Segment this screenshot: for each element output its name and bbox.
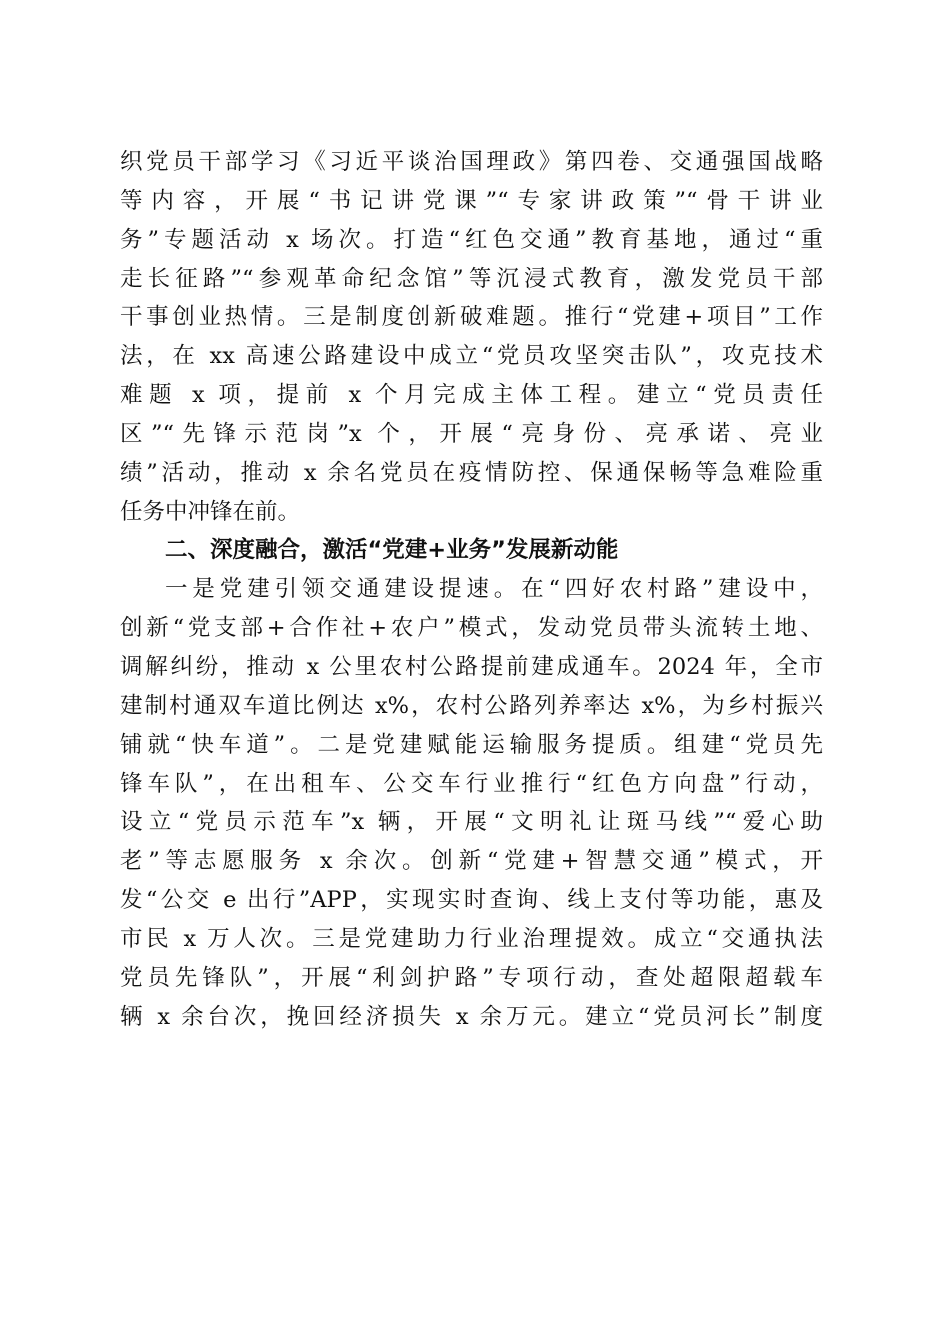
document-body xyxy=(120,143,823,1036)
text-line: 设立“党员示范车”x 辆，开展“文明礼让斑马线”“爱心助 xyxy=(120,809,823,836)
text-line: 等内容，开展“书记讲党课”“专家讲政策”“骨干讲业 xyxy=(120,187,823,214)
text-line: 难题 x 项，提前 x 个月完成主体工程。建立“党员责任 xyxy=(120,382,823,409)
text-line: 调解纠纷，推动 x 公里农村公路提前建成通车。2024 年，全市 xyxy=(120,653,823,680)
text-line: 老”等志愿服务 x 余次。创新“党建+智慧交通”模式，开 xyxy=(120,848,823,875)
text-line: 辆 x 余台次，挽回经济损失 x 余万元。建立“党员河长”制度 xyxy=(120,1003,823,1030)
text-line: 绩”活动，推动 x 余名党员在疫情防控、保通保畅等急难险重 xyxy=(120,459,823,486)
text-line: 发“公交 e 出行”APP，实现实时查询、线上支付等功能，惠及 xyxy=(120,887,823,914)
text-line: 铺就“快车道”。二是党建赋能运输服务提质。组建“党员先 xyxy=(120,731,823,758)
text-line: 法，在 xx 高速公路建设中成立“党员攻坚突击队”，攻克技术 xyxy=(120,343,823,370)
text-line: 区”“先锋示范岗”x 个，开展“亮身份、亮承诺、亮业 xyxy=(120,420,823,447)
text-line: 走长征路”“参观革命纪念馆”等沉浸式教育，激发党员干部 xyxy=(120,265,823,292)
text-line: 建制村通双车道比例达 x%，农村公路列养率达 x%，为乡村振兴 xyxy=(120,692,823,719)
text-line: 党员先锋队”，开展“利剑护路”专项行动，查处超限超载车 xyxy=(120,964,823,991)
text-line: 市民 x 万人次。三是党建助力行业治理提效。成立“交通执法 xyxy=(120,925,823,952)
text-line: 干事创业热情。三是制度创新破难题。推行“党建+项目”工作 xyxy=(120,304,823,331)
text-line: 锋车队”，在出租车、公交车行业推行“红色方向盘”行动， xyxy=(120,770,823,797)
text-line: 务”专题活动 x 场次。打造“红色交通”教育基地，通过“重 xyxy=(120,226,823,253)
text-line: 任务中冲锋在前。 xyxy=(120,498,301,525)
text-line: 织党员干部学习《习近平谈治国理政》第四卷、交通强国战略 xyxy=(120,149,823,175)
paragraph-body xyxy=(120,570,823,1036)
section-heading: 二、深度融合，激活“党建+业务”发展新动能 xyxy=(165,537,619,564)
paragraph-continuation xyxy=(120,143,823,531)
text-line: 一是党建引领交通建设提速。在“四好农村路”建设中， xyxy=(165,576,823,603)
text-line: 创新“党支部+合作社+农户”模式，发动党员带头流转土地、 xyxy=(120,615,823,642)
